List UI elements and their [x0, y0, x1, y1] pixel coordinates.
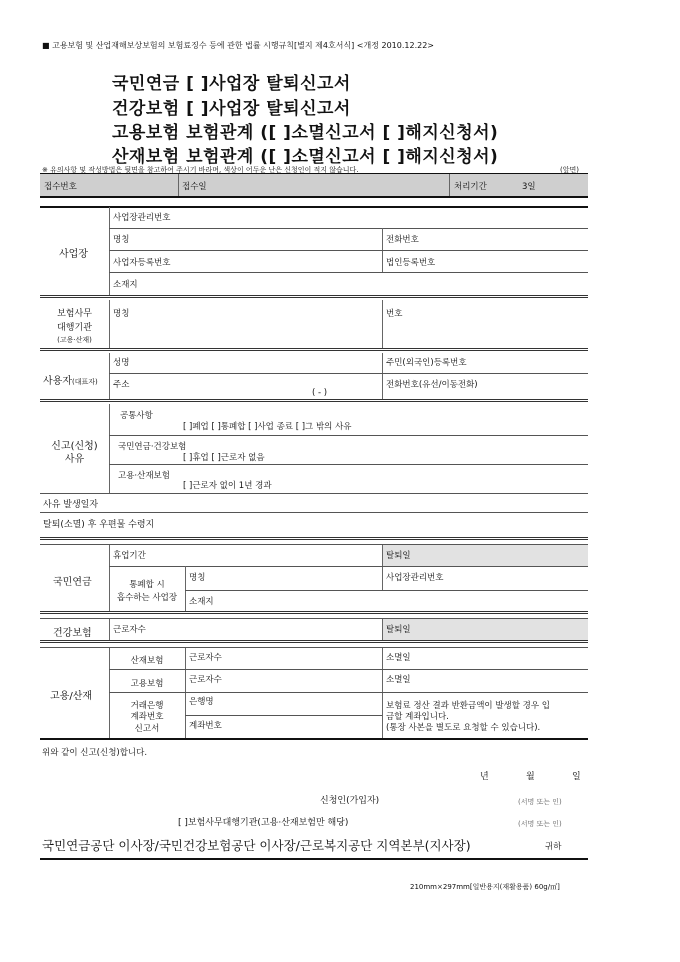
month-label: 월 [526, 772, 535, 782]
workplace-address-label: 소재지 [113, 280, 138, 290]
merge-mgmt-no-label: 사업장관리번호 [386, 573, 444, 583]
reason-section-label-1: 신고(신청) [51, 441, 98, 452]
health-withdrawal-date-label: 탈퇴일 [386, 625, 411, 635]
employer-section-sub: (대표자) [71, 378, 98, 386]
refund-note-2: 금할 계좌입니다. [386, 712, 449, 722]
bank-label-2: 계좌번호 [130, 712, 164, 722]
pension-section-label: 국민연금 [53, 577, 92, 588]
workplace-mgmt-no-label: 사업장관리번호 [113, 213, 171, 223]
receipt-number-label: 접수번호 [44, 182, 77, 192]
pension-health-reason-label: 국민연금·건강보험 [118, 442, 187, 452]
employer-section-main: 사용자 [43, 376, 72, 387]
notice-text: ※ 유의사항 및 작성방법은 뒷면을 참고하여 주시기 바라며, 색상이 어두운 난은 신청인이 적지 않습니다. [42, 166, 359, 174]
reason-section-label-2: 사유 [64, 454, 85, 465]
employment-reason-label: 고용·산재보험 [118, 471, 170, 481]
common-reason-label: 공통사항 [120, 411, 153, 421]
title-health: 건강보험 [ ]사업장 탈퇴신고서 [112, 99, 351, 119]
paper-spec: 210mm×297mm[일반용지(재활용품) 60g/㎡] [410, 883, 560, 891]
form-regulation-header: ■ 고용보험 및 산업재해보상보험의 보험료징수 등에 관한 법률 시행규칙[별지 제4호서식] <개정 2010.12.22> [42, 41, 435, 50]
common-reason-options: [ ]폐업 [ ]통폐합 [ ]사업 종료 [ ]그 밖의 사유 [183, 422, 352, 432]
workplace-phone-label: 전화번호 [386, 235, 419, 245]
refund-note-3: (통장 사본을 별도로 요청할 수 있습니다). [386, 723, 541, 733]
agency-number-label: 번호 [386, 309, 403, 319]
biz-reg-no-label: 사업자등록번호 [113, 258, 171, 268]
industrial-extinction-label: 소멸일 [386, 653, 411, 663]
suspension-period-label: 휴업기간 [113, 551, 146, 561]
merge-label-1: 통폐합 시 [129, 580, 165, 590]
pension-health-reason-options: [ ]휴업 [ ]근로자 없음 [183, 453, 265, 463]
agency-name-label: 명칭 [113, 309, 130, 319]
agency-section-label-2: 대행기관 [57, 323, 92, 333]
health-section-label: 건강보험 [53, 628, 92, 639]
agency-signer-label: [ ]보험사무대행기관(고용·산재보험만 해당) [178, 818, 349, 828]
industrial-ins-label: 산재보험 [130, 656, 164, 666]
corp-reg-no-label: 법인등록번호 [386, 258, 436, 268]
pension-withdrawal-shade [382, 545, 588, 566]
declaration-statement: 위와 같이 신고(신청)합니다. [42, 748, 148, 758]
health-withdrawal-shade [382, 619, 588, 640]
employment-ins-label: 고용보험 [130, 679, 164, 689]
title-employment: 고용보험 보험관계 ([ ]소멸신고서 [ ]해지신청서) [112, 123, 499, 143]
industrial-workers-label: 근로자수 [189, 653, 222, 663]
bank-label-3: 신고서 [134, 724, 160, 734]
account-no-label: 계좌번호 [189, 721, 222, 731]
applicant-signature: (서명 또는 인) [518, 798, 562, 806]
employment-reason-options: [ ]근로자 없이 1년 경과 [183, 481, 272, 491]
bank-name-label: 은행명 [189, 697, 214, 707]
workplace-section-label: 사업장 [59, 249, 88, 260]
employment-extinction-label: 소멸일 [386, 675, 411, 685]
receipt-date-label: 접수일 [182, 182, 207, 192]
employment-section-label: 고용/산재 [50, 691, 93, 702]
addressee: 국민연금공단 이사장/국민건강보험공단 이사장/근로복지공단 지역본부(지사장) [42, 838, 471, 853]
applicant-label: 신청인(가입자) [320, 796, 380, 806]
occurrence-date-label: 사유 발생일자 [43, 500, 99, 510]
refund-note-1: 보험료 정산 결과 반환금액이 발생할 경우 입 [386, 701, 551, 711]
day-label: 일 [572, 772, 581, 782]
processing-period-label: 처리기간 [454, 182, 487, 192]
agency-section-label-1: 보험사무 [57, 309, 92, 319]
addressee-suffix: 귀하 [545, 842, 562, 852]
employment-workers-label: 근로자수 [189, 675, 222, 685]
merge-label-2: 흡수하는 사업장 [116, 593, 178, 603]
title-industrial: 산재보험 보험관계 ([ ]소멸신고서 [ ]해지신청서) [112, 147, 499, 167]
bank-label-1: 거래은행 [130, 701, 164, 711]
processing-period-value: 3일 [522, 182, 536, 192]
agency-section-label-3: (고용·산재) [57, 336, 92, 344]
workplace-name-label: 명칭 [113, 235, 130, 245]
receipt-bar [40, 174, 588, 196]
employer-resident-no-label: 주민(외국인)등록번호 [386, 358, 467, 368]
employer-phone-label: 전화번호(유선/이동전화) [386, 380, 478, 390]
health-workers-label: 근로자수 [113, 625, 146, 635]
pension-withdrawal-date-label: 탈퇴일 [386, 551, 411, 561]
employer-address-label: 주소 [113, 380, 130, 390]
mail-receiver-label: 탈퇴(소멸) 후 우편물 수령지 [43, 520, 155, 530]
merge-name-label: 명칭 [189, 573, 206, 583]
title-pension: 국민연금 [ ]사업장 탈퇴신고서 [112, 74, 351, 94]
employer-name-label: 성명 [113, 358, 130, 368]
agency-signature: (서명 또는 인) [518, 820, 562, 828]
year-label: 년 [480, 772, 489, 782]
employer-section-label [43, 372, 98, 387]
employer-address-paren: ( - ) [312, 388, 328, 398]
front-label: (앞면) [560, 166, 579, 174]
merge-address-label: 소재지 [189, 597, 214, 607]
